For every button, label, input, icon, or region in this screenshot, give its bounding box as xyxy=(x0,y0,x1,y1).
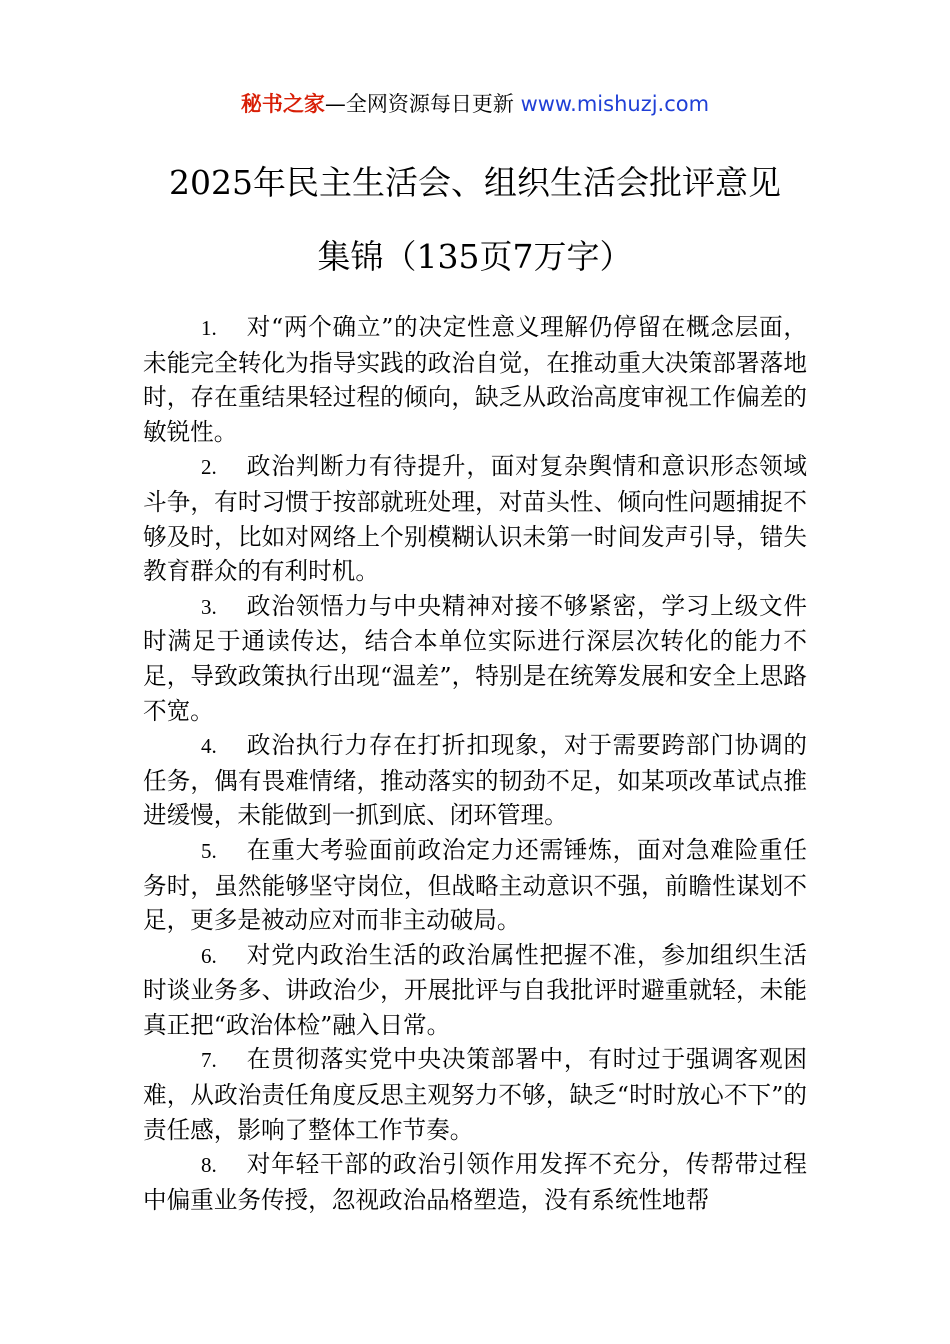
document-title xyxy=(0,146,950,294)
list-item xyxy=(143,589,807,728)
item-number: 1. xyxy=(201,316,217,340)
item-text: 政治判断力有待提升，面对复杂舆情和意识形态领域斗争，有时习惯于按部就班处理，对苗头性、倾向性问题捕捉不够及时，比如对网络上个别模糊认识未第一时间发声引导，错失教育群众的有利时机。 xyxy=(143,452,807,586)
item-number: 7. xyxy=(201,1048,217,1073)
item-text: 在贯彻落实党中央决策部署中，有时过于强调客观困难，从政治责任角度反思主观努力不够，缺乏“时时放心不下”的责任感，影响了整体工作节奏。 xyxy=(143,1045,807,1144)
item-number: 6. xyxy=(201,943,217,968)
item-text: 在重大考验面前政治定力还需锤炼，面对急难险重任务时，虽然能够坚守岗位，但战略主动意识不强，前瞻性谋划不足，更多是被动应对而非主动破局。 xyxy=(143,835,807,935)
item-number: 8. xyxy=(201,1153,217,1178)
item-text: 政治领悟力与中央精神对接不够紧密，学习上级文件时满足于通读传达，结合本单位实际进行深层次转化的能力不足，导致政策执行出现“温差”，特别是在统筹发展和安全上思路不宽。 xyxy=(143,591,807,725)
list-item xyxy=(143,1147,807,1217)
item-text: 对年轻干部的政治引领作用发挥不充分，传帮带过程中偏重业务传授，忽视政治品格塑造，没有系统性地帮 xyxy=(143,1150,807,1214)
title-line-2: 集锦（135页7万字） xyxy=(317,237,633,276)
item-number: 4. xyxy=(201,734,217,759)
site-tagline: —全网资源每日更新 xyxy=(324,92,521,116)
list-item xyxy=(143,449,807,588)
list-item xyxy=(143,1042,807,1147)
item-text: 对党内政治生活的政治属性把握不准，参加组织生活时谈业务多、讲政治少，开展批评与自我批评时避重就轻，未能真正把“政治体检”融入日常。 xyxy=(143,940,807,1039)
list-item xyxy=(143,833,807,938)
item-number: 3. xyxy=(201,594,217,619)
item-number: 2. xyxy=(201,455,217,480)
list-item xyxy=(143,728,807,833)
site-link[interactable]: www.mishuzj.com xyxy=(520,92,710,116)
item-number: 5. xyxy=(201,838,217,863)
item-text: 对“两个确立”的决定性意义理解仍停留在概念层面，未能完全转化为指导实践的政治自觉，在推动重大决策部署落地时，存在重结果轻过程的倾向，缺乏从政治高度审视工作偏差的敏锐性。 xyxy=(143,313,807,446)
title-line-1: 2025年民主生活会、组织生活会批评意见 xyxy=(169,163,781,202)
item-text: 政治执行力存在打折扣现象，对于需要跨部门协调的任务，偶有畏难情绪，推动落实的韧劲不足，如某项改革试点推进缓慢，未能做到一抓到底、闭环管理。 xyxy=(143,731,807,830)
site-header xyxy=(0,88,950,120)
document-body xyxy=(143,310,807,1217)
site-brand: 秘书之家 xyxy=(240,92,325,116)
list-item xyxy=(143,938,807,1043)
list-item xyxy=(143,310,807,449)
